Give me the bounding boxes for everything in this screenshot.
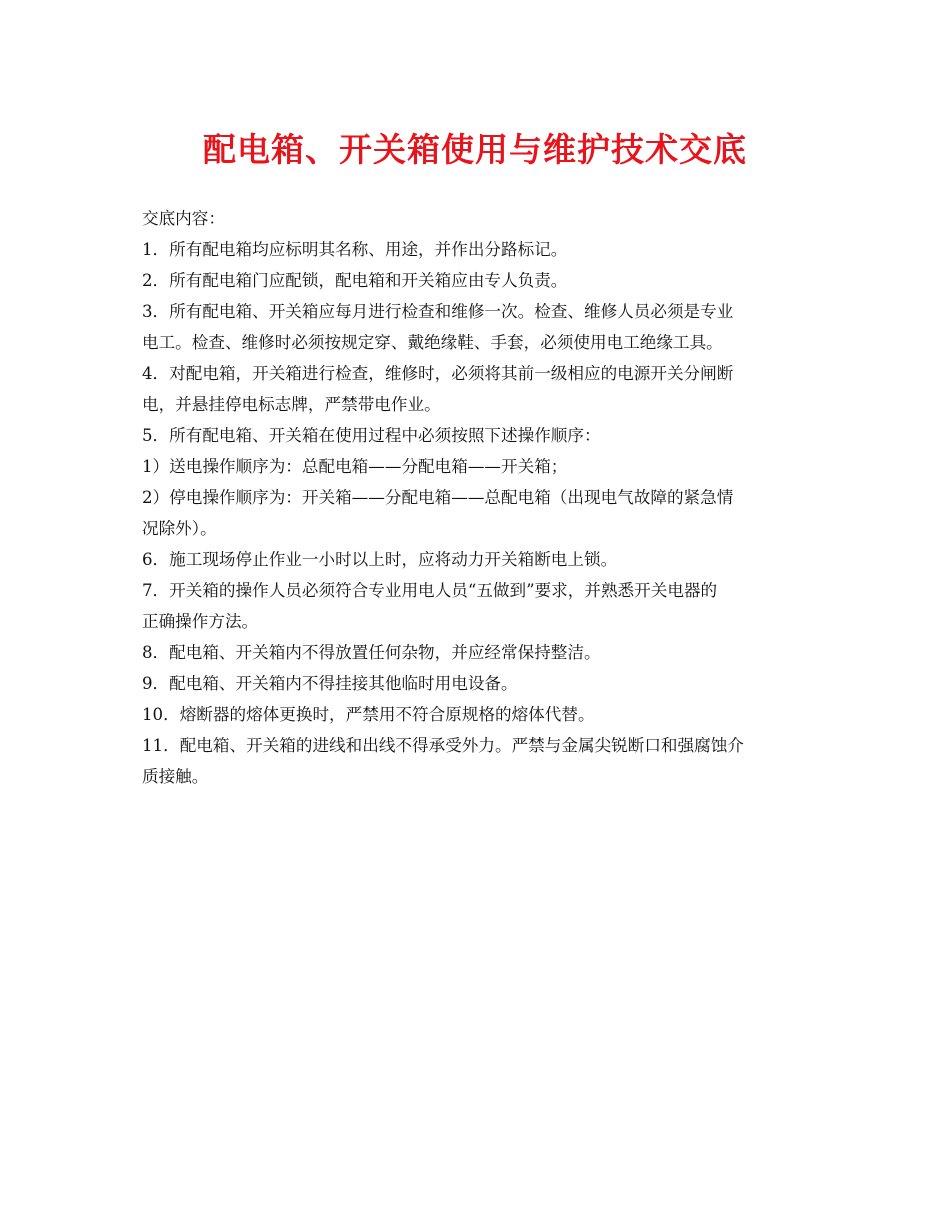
document-title: 配电箱、开关箱使用与维护技术交底 (203, 130, 747, 169)
body-line: 6．施工现场停止作业一小时以上时，应将动力开关箱断电上锁。 (142, 550, 618, 569)
body-line: 电，并悬挂停电标志牌，严禁带电作业。 (142, 395, 441, 414)
body-line: 1．所有配电箱均应标明其名称、用途，并作出分路标记。 (142, 240, 568, 259)
body-line: 9．配电箱、开关箱内不得挂接其他临时用电设备。 (142, 674, 518, 693)
body-line: 7．开关箱的操作人员必须符合专业用电人员“五做到”要求，并熟悉开关电器的 (142, 581, 718, 600)
body-line: 4．对配电箱，开关箱进行检查，维修时，必须将其前一级相应的电源开关分闸断 (142, 364, 734, 383)
document-body (142, 203, 822, 792)
body-line: 5．所有配电箱、开关箱在使用过程中必须按照下述操作顺序： (142, 426, 601, 445)
body-line: 10．熔断器的熔体更换时，严禁用不符合原规格的熔体代替。 (142, 705, 595, 724)
body-line: 2．所有配电箱门应配锁，配电箱和开关箱应由专人负责。 (142, 271, 568, 290)
body-line: 3．所有配电箱、开关箱应每月进行检查和维修一次。检查、维修人员必须是专业 (142, 302, 734, 321)
body-line: 11．配电箱、开关箱的进线和出线不得承受外力。严禁与金属尖锐断口和强腐蚀介 (142, 736, 744, 755)
body-line: 质接触。 (142, 767, 209, 786)
body-line: 8．配电箱、开关箱内不得放置任何杂物，并应经常保持整洁。 (142, 643, 601, 662)
body-line: 1）送电操作顺序为：总配电箱——分配电箱——开关箱； (142, 457, 568, 476)
body-line: 2）停电操作顺序为：开关箱——分配电箱——总配电箱（出现电气故障的紧急情 (142, 488, 734, 507)
body-line: 况除外）。 (142, 519, 217, 538)
body-line: 正确操作方法。 (142, 612, 259, 631)
intro-label: 交底内容： (142, 209, 225, 228)
body-line: 电工。检查、维修时必须按规定穿、戴绝缘鞋、手套，必须使用电工绝缘工具。 (142, 333, 723, 352)
